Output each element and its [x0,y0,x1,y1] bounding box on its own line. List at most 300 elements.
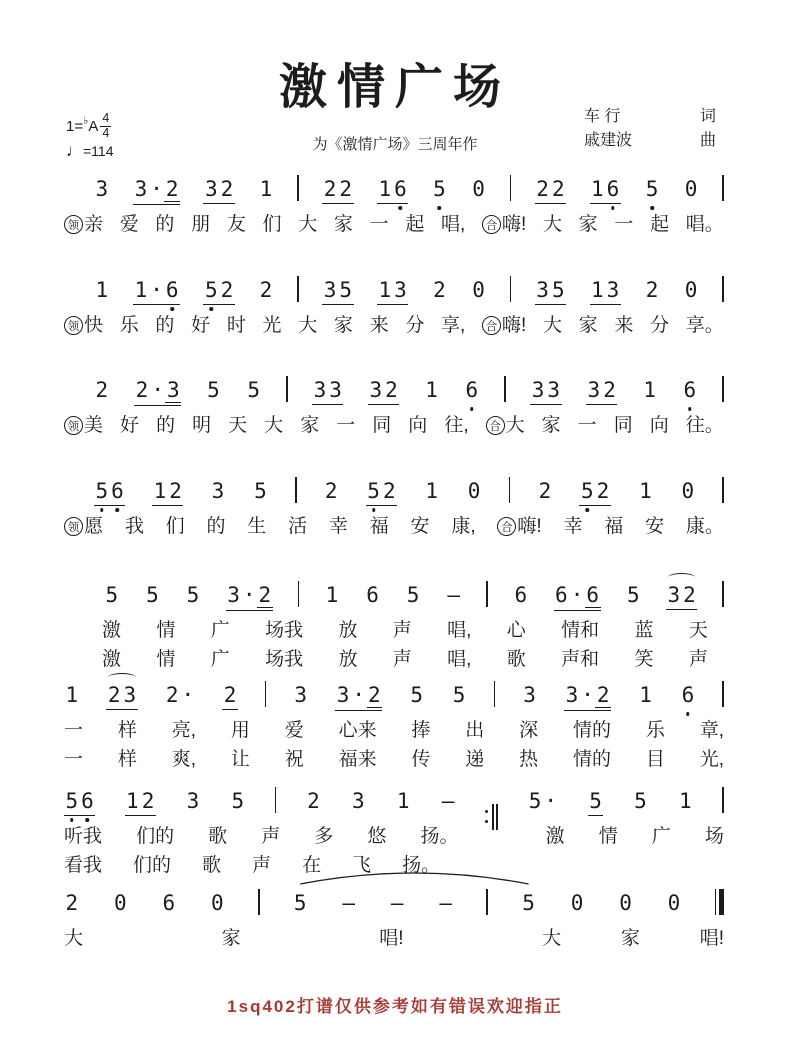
lyric-syllable: 同 [613,414,633,436]
note-digit: 2 [645,278,659,302]
note-digit: 1 [153,479,167,503]
barline [722,787,724,813]
note-digit: 6 [393,177,409,201]
note-digit: 6 [680,683,696,707]
lyric-syllable: 来 [369,314,389,336]
note-token [683,278,699,304]
low-octave-dot [686,712,690,716]
note-digit: 2 [107,683,121,707]
notes-row [64,371,724,407]
note-digit: 6 [605,177,621,201]
barline [298,581,300,607]
composer-name: 戚建波 [584,132,633,149]
duration-dash [440,789,456,815]
note-digit: 1 [425,378,438,402]
note-digit: 2 [259,278,273,302]
lyric-syllable: 情的 [573,719,612,741]
lyric-syllable: 一 [336,414,356,436]
note-digit: 5 [94,479,110,503]
note-token [209,891,225,917]
barline [510,276,512,302]
lyric-syllable: 广 [210,648,230,670]
notes-row [64,884,724,920]
barline [504,376,506,402]
note-digit: · [150,177,163,201]
lyrics-row [64,715,724,741]
note-token [322,278,353,305]
note-token [471,177,487,203]
duration-dash [389,891,405,917]
note-digit: 5 [339,278,353,302]
note-digit: 5 [366,479,382,503]
note-digit: 2 [169,479,182,503]
lyric-syllable: 领 快 [64,310,103,337]
note-token [133,278,180,305]
lyric-syllable: 好 [120,414,140,436]
lyrics-row [64,744,724,770]
low-octave-dot [650,206,654,210]
lyric-syllable: 亮, [171,719,196,741]
lyric-syllable: 光 [262,314,282,336]
notes-row [64,676,724,712]
lyric-syllable: 情的 [573,748,612,770]
note-digit: 2 [536,177,549,201]
note-digit: 5 [207,378,220,402]
note-digit: · [150,278,163,302]
note-token [203,278,234,305]
note-digit: 5 [231,789,245,813]
note-token [203,177,234,204]
note-digit: 3 [336,683,350,707]
note-digit: 0 [472,177,485,201]
note-digit: 5 [293,891,307,915]
duration-dash [341,891,357,917]
lyric-syllable: 唱! [699,927,724,949]
lyric-syllable: 唱。 [685,213,724,235]
repeat-dot [485,810,488,813]
note-token [94,479,125,506]
note-token [222,683,238,710]
note-token [644,177,660,203]
note-token [94,278,110,304]
note-digit: 1 [65,683,79,707]
note-digit: 5 [105,583,119,607]
note-token [535,177,566,204]
note-digit: 2 [95,378,109,402]
note-token [152,479,183,506]
note-digit: 1 [325,583,339,607]
lyric-syllable: 领 亲 [64,209,103,236]
note-digit: 1 [378,177,392,201]
note-digit: 2 [324,479,338,503]
lyric-syllable: 心 [506,619,526,641]
note-token [644,278,660,304]
note-digit: 2 [339,177,353,201]
barline [722,376,724,402]
note-token [638,479,654,505]
note-digit: · [181,683,195,707]
note-digit: 3 [166,378,180,402]
note-token [424,479,440,505]
note-digit: · [570,583,584,607]
lyric-syllable: 乐 [119,314,139,336]
music-system-6 [64,676,724,770]
note-token [377,177,408,204]
note-token [590,177,621,204]
note-token [206,378,222,404]
lyric-syllable: 声 [252,854,272,876]
note-digit: 2 [65,891,79,915]
note-digit: 5 [551,278,565,302]
low-octave-dot [170,307,174,311]
note-digit: 3 [565,683,579,707]
note-digit: – [441,789,455,813]
note-token [530,378,561,405]
lyric-syllable: 的 [206,515,226,537]
lyric-syllable: 幸 [328,515,348,537]
lyric-syllable: 福来 [338,748,377,770]
lyric-syllable: 唱! [379,927,404,949]
barline [496,804,498,830]
lyric-syllable: 起 [405,213,425,235]
lyric-syllable: 爽, [171,748,196,770]
barline [265,681,267,707]
transcriber-note: 1sq402打谱仅供参考如有错误欢迎指正 [227,997,563,1016]
note-token [466,479,482,505]
lyric-syllable: 用 [230,719,250,741]
note-digit: 6 [162,891,176,915]
lyric-syllable: 一 [64,719,84,741]
lyricist-role: 词 [699,108,716,125]
key-prefix: 1= [66,117,84,135]
low-octave-dot [688,407,692,411]
note-digit: 3 [606,278,620,302]
note-token [104,583,120,609]
note-token [588,789,604,816]
note-token [246,378,262,404]
note-digit: 5 [247,378,260,402]
note-token [680,683,696,709]
lyric-syllable: 目 [645,748,665,770]
note-digit: 0 [684,177,698,201]
note-token [521,891,537,917]
lyric-syllable: 的 [156,414,176,436]
note-token [64,683,80,709]
note-token [535,278,566,305]
note-digit: 3 [394,278,407,302]
part-marker: 领 [64,215,83,234]
lyric-syllable: 幸 [563,515,583,537]
note-digit: 5 [634,789,647,813]
note-digit: 1 [639,479,652,503]
note-digit: 6 [366,583,379,607]
note-token [680,479,696,505]
note-digit: 1 [639,683,652,707]
lyric-syllable: 声 [688,648,708,670]
note-token [586,378,617,405]
note-digit: 5 [579,479,595,503]
lyric-syllable: 时 [226,314,246,336]
note-digit: 3 [211,479,225,503]
lyric-syllable: 心来 [338,719,377,741]
note-token [590,278,621,305]
duration-dash [446,583,462,609]
time-denominator: 4 [102,125,110,140]
lyric-syllable: 好 [191,314,211,336]
time-numerator: 4 [102,111,110,125]
note-digit: 6 [164,278,180,302]
notes-row [64,170,724,206]
note-digit: 5 [528,789,542,813]
note-digit: 2 [683,583,696,607]
lyric-syllable: 大 [542,314,562,336]
note-digit: 5 [64,789,80,813]
note-digit: 1 [643,378,657,402]
note-digit: 2 [258,583,272,607]
note-digit: 2 [596,683,610,707]
note-token [145,583,161,609]
note-token [638,683,654,709]
lyrics-row [64,310,724,336]
low-octave-dot [100,508,104,512]
note-digit: 0 [467,479,481,503]
note-token [432,177,448,203]
lyric-syllable: 家 [578,213,598,235]
note-digit: 5 [644,177,660,201]
note-token [625,583,641,609]
note-digit: 3 [536,278,549,302]
music-system-3 [64,371,724,436]
note-digit: 2 [368,683,381,707]
lyric-syllable: 们 [262,213,282,235]
note-digit: 2 [433,278,446,302]
lyric-syllable: 广 [210,619,230,641]
note-digit: 3 [329,378,342,402]
lyric-syllable: 康, [451,515,476,537]
note-digit: 3 [186,789,200,813]
part-marker: 合 [482,215,501,234]
lyric-syllable: 声 [392,648,412,670]
lyric-syllable: 享。 [685,314,724,336]
note-token [164,683,195,709]
duration-dash [438,891,454,917]
lyric-syllable: 递 [465,748,485,770]
note-digit: 2 [220,177,234,201]
note-token [64,789,95,816]
note-token [377,278,408,305]
lyric-syllable: 场我 [265,648,304,670]
note-token [112,891,128,917]
note-token [564,683,611,711]
lyric-syllable: 捧 [411,719,431,741]
note-token [64,891,80,917]
lyric-syllable: 往, [444,414,469,436]
lyric-syllable: 起 [650,213,670,235]
lyric-syllable: 天 [228,414,248,436]
lyric-syllable: 唱, [441,213,466,235]
barline [722,175,724,201]
note-digit: 5 [432,177,448,201]
note-digit: 3 [95,177,109,201]
lyric-syllable: 场我 [265,619,304,641]
note-token [365,583,381,609]
lyric-syllable: 分 [405,314,425,336]
note-digit: – [342,891,355,915]
note-token [395,789,411,815]
note-digit: 3 [313,378,327,402]
note-token [306,789,322,815]
note-digit: 0 [619,891,632,915]
note-digit: 5 [589,789,602,813]
low-octave-dot [399,206,403,210]
lyric-syllable: 祝 [284,748,304,770]
note-digit: 3 [123,683,137,707]
note-digit: 5 [146,583,159,607]
note-token [682,378,698,404]
note-token [258,278,274,304]
lyricist-credit [584,105,716,129]
note-digit: 1 [259,177,273,201]
lyric-syllable: 向 [408,414,428,436]
lyric-syllable: 蓝 [634,619,654,641]
lyric-syllable: 情和 [561,619,600,641]
lyric-syllable: 康。 [685,515,724,537]
note-digit: · [151,378,164,402]
lyric-syllable: 友 [226,213,246,235]
lyric-syllable: 家 [620,927,640,949]
note-token [513,583,529,609]
barline [722,276,724,302]
lyric-syllable: 在 [302,854,322,876]
lyric-syllable: 的 [155,314,175,336]
note-digit: 2 [223,683,237,707]
lyric-syllable: 们 [165,515,185,537]
lyric-syllable: 唱, [447,648,472,670]
note-token [292,891,308,917]
barline [722,681,724,707]
lyric-syllable: 大 [542,213,562,235]
note-token [185,789,201,815]
note-digit: 0 [684,278,698,302]
lyric-syllable: 广 [651,825,671,847]
note-token [569,891,585,917]
note-token [666,583,697,610]
part-marker: 领 [64,517,83,536]
lyric-syllable: 放 [338,648,358,670]
note-digit: 3 [531,378,545,402]
note-digit: 0 [210,891,224,915]
note-digit: 3 [547,378,561,402]
dedication-subtitle: 为《激情广场》三周年作 [312,136,478,153]
lyric-syllable: 歌 [506,648,526,670]
barline [494,681,496,707]
note-digit: 0 [472,278,485,302]
lyric-syllable: 扬。 [402,854,441,876]
lyric-syllable: 领 美 [64,410,103,437]
note-digit: 2 [596,479,610,503]
low-octave-dot [86,818,90,822]
note-digit: 2 [141,789,155,813]
note-token [678,789,694,815]
note-token [683,177,699,203]
repeat-dots [485,804,488,830]
lyric-syllable: 看我 [64,854,103,876]
note-token [522,683,538,709]
note-token [230,789,246,815]
lyric-syllable: 合 嗨! [497,511,541,538]
note-digit: 1 [591,278,604,302]
low-octave-dot [438,206,442,210]
music-system-7 [64,782,724,876]
lyric-syllable: 福 [604,515,624,537]
lyric-syllable: 情 [156,648,176,670]
barline [486,889,488,915]
lyric-syllable: 合 嗨! [482,209,526,236]
note-token [537,479,553,505]
part-marker: 合 [486,416,505,435]
lyricist-name: 车 行 [584,108,621,125]
lyric-syllable: 激 [102,648,122,670]
note-token [471,278,487,304]
notes-row [64,782,724,818]
low-octave-dot [70,818,74,822]
lyric-syllable: 唱, [447,619,472,641]
lyric-syllable: 歌 [202,854,222,876]
note-digit: 1 [425,479,439,503]
note-digit: · [581,683,594,707]
lyric-syllable: 明 [192,414,212,436]
note-digit: 2 [165,177,179,201]
note-token [312,378,343,405]
lyric-syllable: 情 [598,825,618,847]
lyric-syllable: 热 [519,748,539,770]
lyric-syllable: 福 [369,515,389,537]
note-digit: 3 [294,683,308,707]
note-token [323,479,339,505]
note-digit: 3 [667,583,681,607]
note-digit: 5 [452,683,466,707]
note-digit: 1 [134,278,148,302]
note-digit: 3 [204,177,218,201]
note-digit: · [242,583,256,607]
note-digit: · [544,789,558,813]
note-token [226,583,273,611]
note-token [210,479,226,505]
note-digit: 5 [186,583,200,607]
lyrics-row [64,821,724,847]
barline [492,804,494,830]
lyric-syllable: 章, [699,719,724,741]
lyric-syllable: 爱 [119,213,139,235]
note-token [94,177,110,203]
tempo-marking [66,141,114,161]
note-token [642,378,658,404]
note-digit: 5 [410,683,424,707]
note-digit: 3 [227,583,240,607]
note-digit: 5 [203,278,219,302]
note-token [666,891,682,917]
lyrics-row [64,209,724,235]
note-token [335,683,382,711]
repeat-dot [485,820,488,823]
note-digit: 2 [538,479,552,503]
barline [258,889,260,915]
note-token [185,583,201,609]
lyric-syllable: 天 [688,619,708,641]
note-token [432,278,448,304]
lyric-syllable: 来 [614,314,634,336]
lyrics-row [64,615,724,641]
